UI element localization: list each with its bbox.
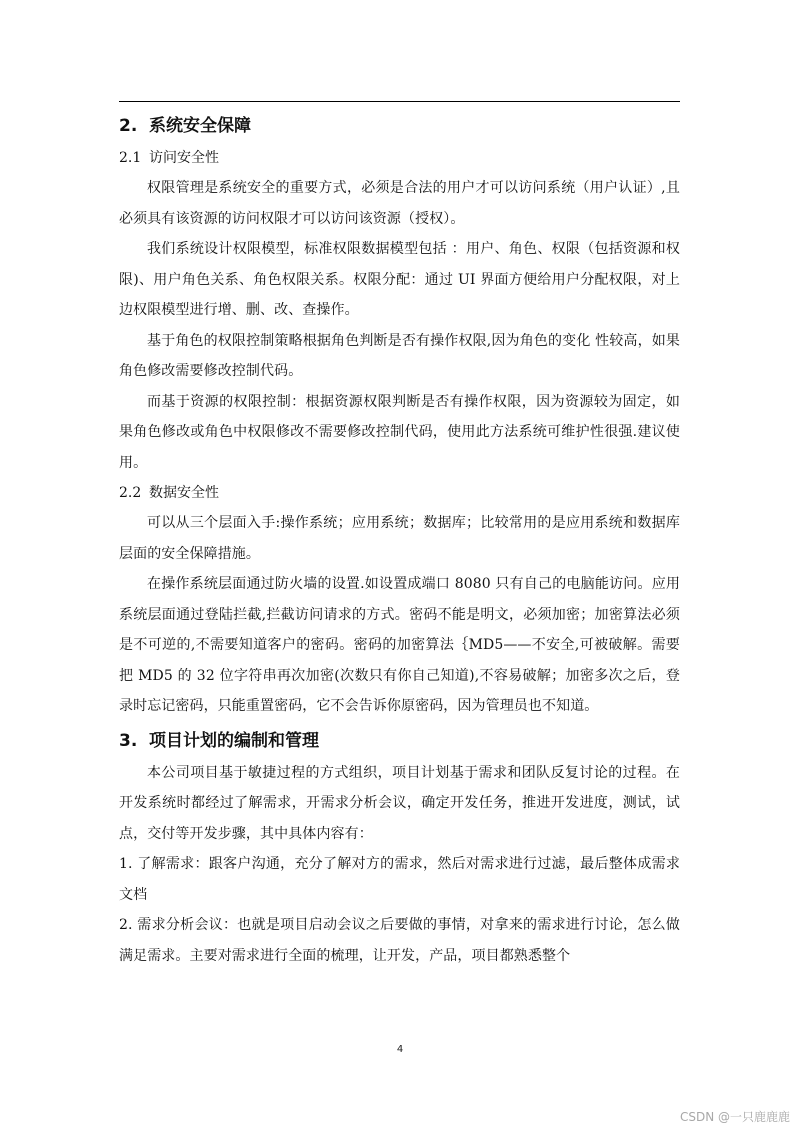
section-2-title: 系统安全保障 (149, 116, 251, 136)
list-item: 2. 需求分析会议：也就是项目启动会议之后要做的事情，对拿来的需求进行讨论，怎么做满足需求。主要对需求进行全面的梳理，让开发，产品，项目都熟悉整个 (119, 917, 680, 964)
csdn-watermark: CSDN @一只鹿鹿鹿 (679, 1110, 790, 1124)
paragraph: 本公司项目基于敏捷过程的方式组织，项目计划基于需求和团队反复讨论的过程。在开发系统时都经过了解需求，开需求分析会议，确定开发任务，推进开发进度，测试，试点，交付等开发步骤，其中具体内容有： (119, 764, 680, 842)
section-2-number: 2. (119, 116, 138, 136)
section-2-1-number: 2.1 (119, 150, 142, 166)
paragraph: 而基于资源的权限控制：根据资源权限判断是否有操作权限，因为资源较为固定，如果角色修改或角色中权限修改不需要修改控制代码，使用此方法系统可维护性很强.建议使用。 (119, 393, 680, 471)
page-content (119, 110, 680, 971)
paragraph: 权限管理是系统安全的重要方式，必须是合法的用户才可以访问系统（用户认证）,且必须具有该资源的访问权限才可以访问该资源（授权）。 (119, 180, 680, 227)
header-rule (119, 101, 680, 102)
section-2-1-heading (119, 143, 680, 173)
section-3-title: 项目计划的编制和管理 (149, 730, 319, 751)
paragraph: 在操作系统层面通过防火墙的设置.如设置成端口 8080 只有自己的电脑能访问。应用系统层面通过登陆拦截,拦截访问请求的方式。密码不能是明文，必须加密；加密算法必须是不可逆的,不需要知道客户的密码。密码的加密算法｛MD5——不安全,可被破解。需要把 MD5 的 32 位字符串再次加密(次数只有你自己知道),不容易破解；加密多次之后，登录时忘记密码，只能重置密码，它不会告诉你原密码，因为管理员也不知道。 (119, 576, 680, 714)
section-2-2-number: 2.2 (119, 485, 142, 501)
paragraph: 可以从三个层面入手:操作系统；应用系统；数据库；比较常用的是应用系统和数据库层面的安全保障措施。 (119, 515, 680, 562)
section-2-2-title: 数据安全性 (149, 485, 219, 501)
section-2-1-title: 访问安全性 (149, 150, 219, 166)
section-2-heading (119, 111, 680, 141)
section-2-2-heading (119, 478, 680, 508)
paragraph: 我们系统设计权限模型，标准权限数据模型包括 ：用户、角色、权限（包括资源和权限)、用户角色关系、角色权限关系。权限分配：通过 UI 界面方便给用户分配权限，对上边权限模型进行增、删、改、查操作。 (119, 241, 680, 318)
section-3-number: 3. (119, 730, 138, 751)
section-3-heading (119, 726, 680, 756)
page-number: 4 (396, 1044, 404, 1055)
paragraph: 基于角色的权限控制策略根据角色判断是否有操作权限,因为角色的变化 性较高，如果角色修改需要修改控制代码。 (119, 332, 680, 379)
list-item: 1. 了解需求：跟客户沟通，充分了解对方的需求，然后对需求进行过滤，最后整体成需求文档 (119, 856, 680, 903)
